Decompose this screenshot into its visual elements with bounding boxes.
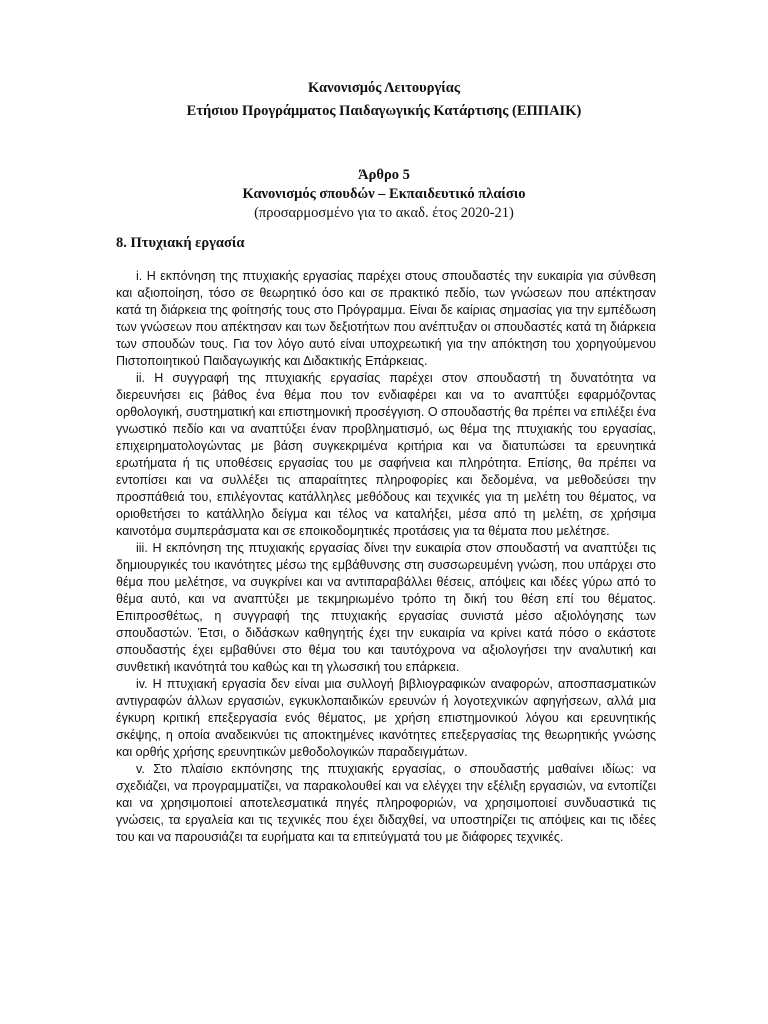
section-body — [116, 268, 656, 846]
item-number: ii. — [136, 371, 146, 385]
list-item — [116, 540, 656, 676]
item-number: i. — [136, 269, 143, 283]
item-text: Η συγγραφή της πτυχιακής εργασίας παρέχει στον σπουδαστή τη δυνατότητα να διερευνήσει εις βάθος ένα θέμα που τον ενδιαφέρει και να το αναπτύξει εφαρμόζοντας ορθολογική, συστηματική και επιστημονική προσέγγιση. Ο σπουδαστής θα πρέπει να επιλέξει ένα γνωστικό πεδίο και να αναπτύξει έναν προβληματισμό, ως θέμα της πτυχιακής του εργασίας, επιχειρηματολογώντας με βάση συγκεκριμένα κριτήρια και να διατυπώσει τα ερευνητικά ερωτήματα ή τις υποθέσεις εργασίας του με σαφήνεια και πληρότητα. Επίσης, θα πρέπει να εντοπίσει και να συλλέξει τις απαραίτητες πληροφορίες και δεδομένα, να μεθοδεύσει την προσπάθειά του, επιλέγοντας κατάλληλες μεθόδους και τεχνικές για τη μελέτη του θέματος, να οριοθετήσει το κατάλληλο δείγμα και τέλος να καταλήξει, μέσα από τη μελέτη, σε χρήσιμα καινοτόμα συμπεράσματα και σε εποικοδομητικές προτάσεις για τα θέματα που μελέτησε. — [116, 371, 656, 538]
article-note: (προσαρμοσμένο για το ακαδ. έτος 2020-21) — [254, 205, 514, 221]
article-number: Άρθρο 5 — [358, 167, 410, 183]
item-number: iii. — [136, 541, 148, 555]
item-text: Η εκπόνηση της πτυχιακής εργασίας παρέχει στους σπουδαστές την ευκαιρία για σύνθεση και αξιοποίηση, τόσο σε θεωρητικό όσο και σε πρακτικό πεδίο, των γνώσεων που απέκτησαν κατά τη διάρκεια της φοίτησής τους στο Πρόγραμμα. Είναι δε καίριας σημασίας για την εμπέδωση των γνώσεων που απέκτησαν και των δεξιοτήτων που ανέπτυξαν οι σπουδαστές κατά τη διάρκεια των σπουδών τους. Για τον λόγο αυτό είναι υποχρεωτική για την απόκτηση του χορηγούμενου Πιστοποιητικού Παιδαγωγικής και Διδακτικής Επάρκειας. — [116, 269, 656, 368]
item-number: v. — [136, 762, 145, 776]
article-title: Κανονισμός σπουδών – Εκπαιδευτικό πλαίσιο — [242, 186, 526, 202]
item-text: Στο πλαίσιο εκπόνησης της πτυχιακής εργασίας, ο σπουδαστής μαθαίνει ιδίως: να σχεδιάζει, να προγραμματίζει, να παρακολουθεί και να ελέγχει την εξέλιξη εργασιών, να εντοπίζει και να χρησιμοποιεί αποτελεσματικά πηγές πληροφοριών, να χρησιμοποιεί συνδυαστικά τις γνώσεις, τα εργαλεία και τις τεχνικές που έχει διδαχθεί, να υποστηρίζει τις απόψεις και τις ιδέες του και να παρουσιάζει τα ευρήματα και τα επιτεύγματά του με διάφορες τεχνικές. — [116, 762, 656, 844]
section-title: 8. Πτυχιακή εργασία — [116, 235, 245, 251]
item-text: Η εκπόνηση της πτυχιακής εργασίας δίνει την ευκαιρία στον σπουδαστή να αναπτύξει τις δημιουργικές του ικανότητες μέσω της εμβάθυνσης στη συσσωρευμένη γνώση, που υπάρχει στο θέμα που μελέτησε, να συγκρίνει και να αντιπαραβάλλει θέσεις, απόψεις και ιδέες γύρω από το θέμα αυτό, και να αναπτύξει με τεκμηριωμένο τρόπο τη δική του θέση επί του θέματος. Επιπροσθέτως, η συγγραφή της πτυχιακής εργασίας συνιστά μέσο αξιολόγησης των σπουδαστών. Έτσι, ο διδάσκων καθηγητής έχει την ευκαιρία να κρίνει κατά πόσο ο εκάστοτε σπουδαστής έχει εμβαθύνει στο θέμα του και ταυτόχρονα να αξιολογήσει την αναλυτική και συνθετική ικανότητά του καθώς και τη γλωσσική του επάρκεια. — [116, 541, 656, 674]
list-item — [116, 370, 656, 540]
item-number: iv. — [136, 677, 148, 691]
regulation-title: Κανονισμός Λειτουργίας — [308, 80, 460, 96]
list-item — [116, 676, 656, 761]
item-text: Η πτυχιακή εργασία δεν είναι μια συλλογή βιβλιογραφικών αναφορών, αποσπασματικών αντιγραφών άλλων εργασιών, εγκυκλοπαιδικών ερευνών ή λογοτεχνικών αφηγήσεων, αλλά μια έγκυρη κριτική επεξεργασία ενός θέματος, με χρήση επιστημονικού λόγου και ερευνητικής σκέψης, η οποία αναδεικνύει τις αποκτημένες ικανότητες επεξεργασίας της θεωρητικής γνώσης και ορθής χρήσης ερευνητικών μεθοδολογικών παραδειγμάτων. — [116, 677, 656, 759]
list-item — [116, 268, 656, 370]
list-item — [116, 761, 656, 846]
program-title: Ετήσιου Προγράμματος Παιδαγωγικής Κατάρτισης (ΕΠΠΑΙΚ) — [186, 103, 582, 119]
